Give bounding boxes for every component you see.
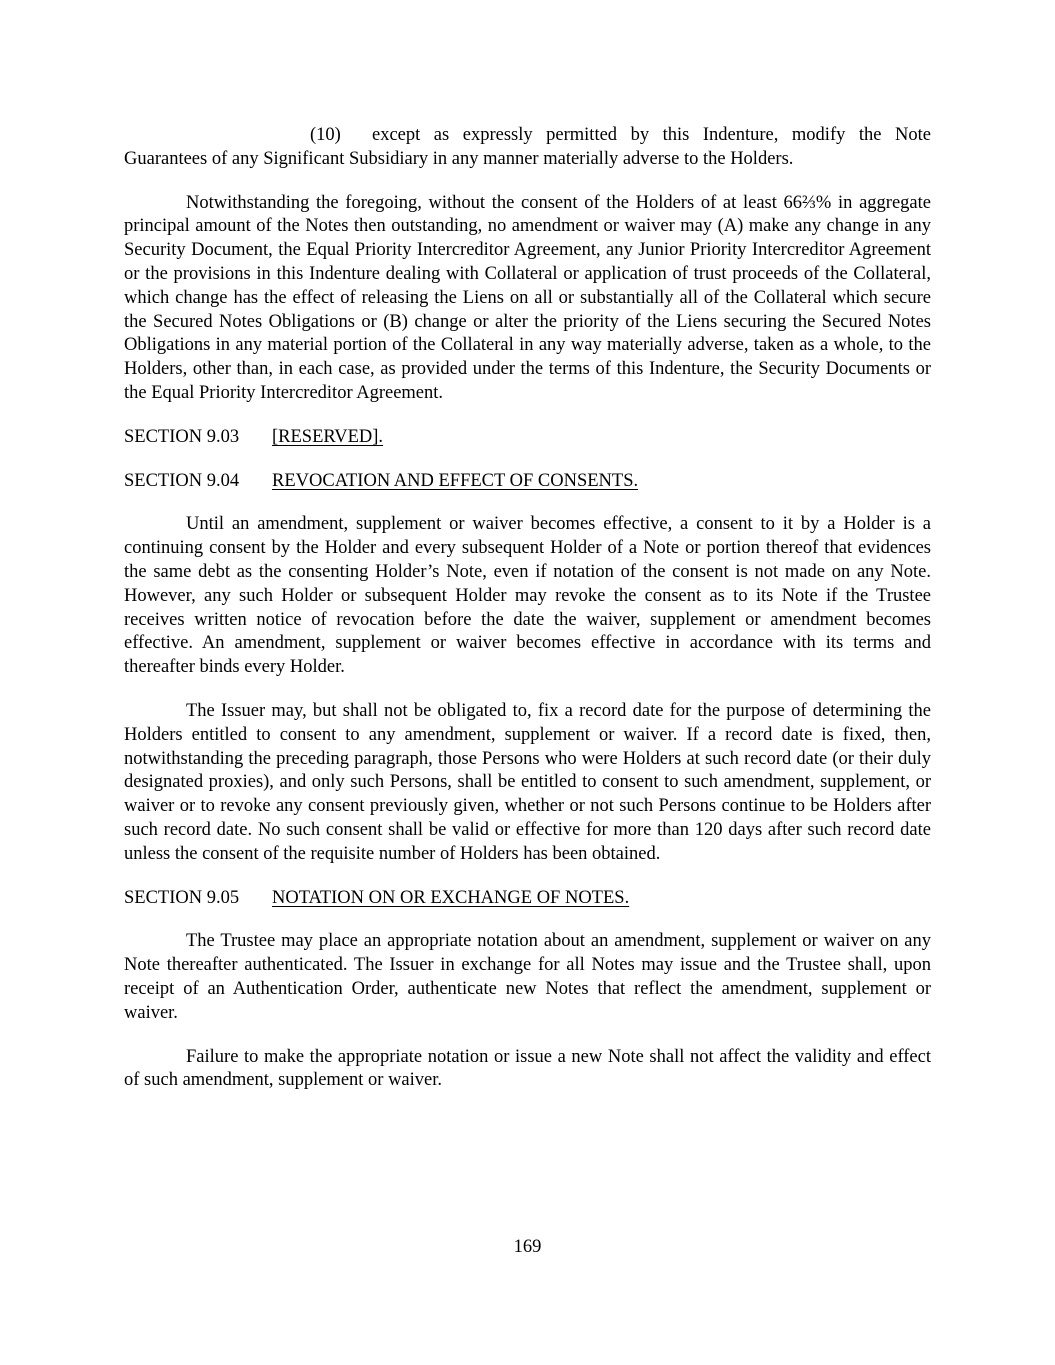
paragraph-trustee-notation: The Trustee may place an appropriate notation about an amendment, supplement or waiver on any Note thereafter authenticated. The Issuer in exchange for all Notes may issue and the Trustee shall, upon receipt of an Authentication Order, authenticate new Notes that reflect the amendment, supplement or waiver. — [124, 931, 931, 1023]
paragraph-until-amendment: Until an amendment, supplement or waiver becomes effective, a consent to it by a Holder is a continuing consent by the Holder and every subsequent Holder of a Note or portion thereof that evidences the same debt as the consenting Holder’s Note, even if notation of the consent is not made on any Note. However, any such Holder or subsequent Holder may revoke the consent as to its Note if the Trustee receives written notice of revocation before the date the waiver, supplement or amendment becomes effective. An amendment, supplement or waiver becomes effective in accordance with its terms and thereafter binds every Holder. — [124, 514, 931, 678]
section-number: SECTION 9.03 — [124, 426, 240, 447]
section-title: REVOCATION AND EFFECT OF CONSENTS. — [272, 470, 639, 491]
section-heading-9-03 — [124, 426, 931, 450]
paragraph-failure-notation: Failure to make the appropriate notation or issue a new Note shall not affect the validity and effect of such amendment, supplement or waiver. — [124, 1046, 931, 1091]
section-number: SECTION 9.04 — [124, 470, 240, 491]
section-number: SECTION 9.05 — [124, 887, 240, 908]
page-number: 169 — [513, 1237, 542, 1257]
clause-10 — [124, 124, 931, 172]
paragraph-notwithstanding: Notwithstanding the foregoing, without the consent of the Holders of at least 66⅔% in aggregate principal amount of the Notes then outstanding, no amendment or waiver may (A) make any change in any Security Document, the Equal Priority Intercreditor Agreement, any Junior Priority Intercreditor Agreement or the provisions in this Indenture dealing with Collateral or application of trust proceeds of the Collateral, which change has the effect of releasing the Liens on all or substantially all of the Collateral which secure the Secured Notes Obligations or (B) change or alter the priority of the Liens securing the Secured Notes Obligations in any material portion of the Collateral in any way materially adverse, taken as a whole, to the Holders, other than, in each case, as provided under the terms of this Indenture, the Security Documents or the Equal Priority Intercreditor Agreement. — [124, 192, 931, 403]
paragraph-record-date: The Issuer may, but shall not be obligated to, fix a record date for the purpose of determining the Holders entitled to consent to any amendment, supplement or waiver. If a record date is fixed, then, notwithstanding the preceding paragraph, those Persons who were Holders at such record date (or their duly designated proxies), and only such Persons, shall be entitled to consent to such amendment, supplement, or waiver or to revoke any consent previously given, whether or not such Persons continue to be Holders after such record date. No such consent shall be valid or effective for more than 120 days after such record date unless the consent of the requisite number of Holders has been obtained. — [124, 700, 931, 864]
clause-number: (10) — [310, 125, 341, 145]
document-page — [124, 124, 931, 1113]
section-title: [RESERVED]. — [272, 426, 384, 447]
section-title: NOTATION ON OR EXCHANGE OF NOTES. — [272, 887, 630, 908]
section-heading-9-04 — [124, 470, 931, 494]
clause-text: except as expressly permitted by this Indenture, modify the Note Guarantees of any Significant Subsidiary in any manner materially adverse to the Holders. — [124, 125, 931, 169]
section-heading-9-05 — [124, 887, 931, 911]
